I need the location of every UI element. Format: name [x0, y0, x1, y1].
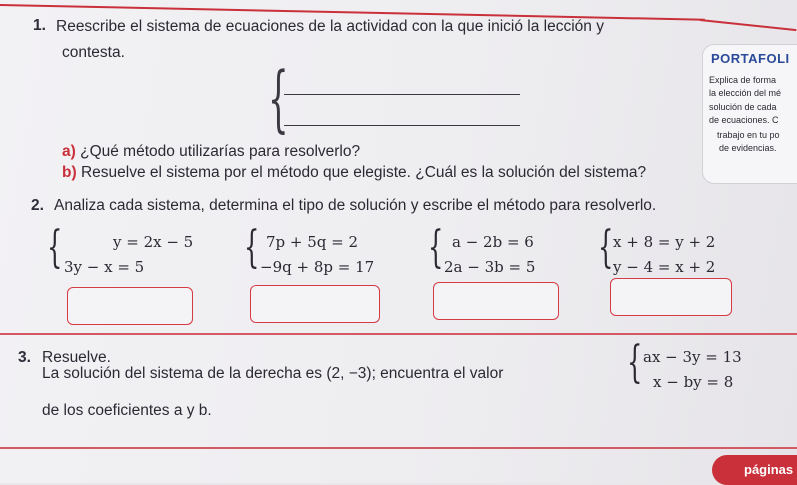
q1-text-line2: contesta. [62, 44, 125, 61]
system-1 [47, 222, 207, 278]
system-brace: { [627, 337, 643, 388]
portfolio-line: trabajo en tu po [717, 130, 780, 140]
system-brace: { [47, 222, 63, 273]
system-brace: { [428, 222, 444, 273]
system-q3-eq1: ax − 3y = 13 [643, 348, 742, 366]
pages-label: páginas [744, 462, 794, 477]
q2-number: 2. [31, 197, 44, 214]
portfolio-line: de evidencias. [719, 143, 777, 153]
q3-text-line1: La solución del sistema de la derecha es (2, −3); encuentra el valor [42, 365, 504, 382]
bottom-border-line [0, 447, 797, 449]
system-4 [598, 222, 738, 278]
portfolio-box [702, 44, 797, 184]
answer-box-1[interactable] [67, 287, 193, 325]
portfolio-line: la elección del mé [709, 88, 782, 98]
q3-number: 3. [18, 349, 31, 366]
answer-blank-2 [284, 125, 520, 126]
answer-box-4[interactable] [610, 278, 732, 316]
q3-title: Resuelve. [42, 349, 111, 366]
q2-text: Analiza cada sistema, determina el tipo de solución y escribe el método para resolverlo. [54, 197, 657, 214]
system-brace: { [598, 222, 614, 273]
q1b: b) Resuelve el sistema por el método que elegiste. ¿Cuál es la solución del sistema? [62, 164, 647, 181]
q1-number: 1. [33, 17, 46, 34]
q1a: a) ¿Qué método utilizarías para resolverlo? [62, 143, 361, 160]
portfolio-line: solución de cada [709, 102, 777, 112]
system-2-eq2: −9q + 8p = 17 [260, 258, 375, 276]
system-3 [428, 222, 568, 278]
portfolio-line: de ecuaciones. C [709, 115, 779, 125]
system-2-eq1: 7p + 5q = 2 [266, 233, 359, 251]
q1-text-line1: Reescribe el sistema de ecuaciones de la actividad con la que inició la lección y [56, 18, 604, 35]
q3-text-line2: de los coeficientes a y b. [42, 402, 212, 419]
pages-tab [712, 455, 797, 485]
answer-box-3[interactable] [433, 282, 559, 320]
answer-box-2[interactable] [250, 285, 380, 323]
answer-blank-1 [284, 94, 520, 95]
portfolio-title: PORTAFOLI [711, 51, 790, 66]
portfolio-line: Explica de forma [709, 75, 777, 85]
system-1-eq2: 3y − x = 5 [64, 258, 145, 276]
system-1-eq1: y = 2x − 5 [113, 233, 194, 251]
section-divider [0, 333, 797, 335]
system-4-eq1: x + 8 = y + 2 [613, 233, 716, 251]
top-border-line-right [700, 19, 797, 31]
system-q3-eq2: x − by = 8 [653, 373, 734, 391]
system-brace: { [268, 56, 289, 140]
system-q3 [627, 337, 767, 393]
system-3-eq1: a − 2b = 6 [452, 233, 534, 251]
system-3-eq2: 2a − 3b = 5 [444, 258, 536, 276]
system-2 [244, 222, 404, 278]
system-brace: { [244, 222, 260, 273]
system-4-eq2: y − 4 = x + 2 [613, 258, 716, 276]
